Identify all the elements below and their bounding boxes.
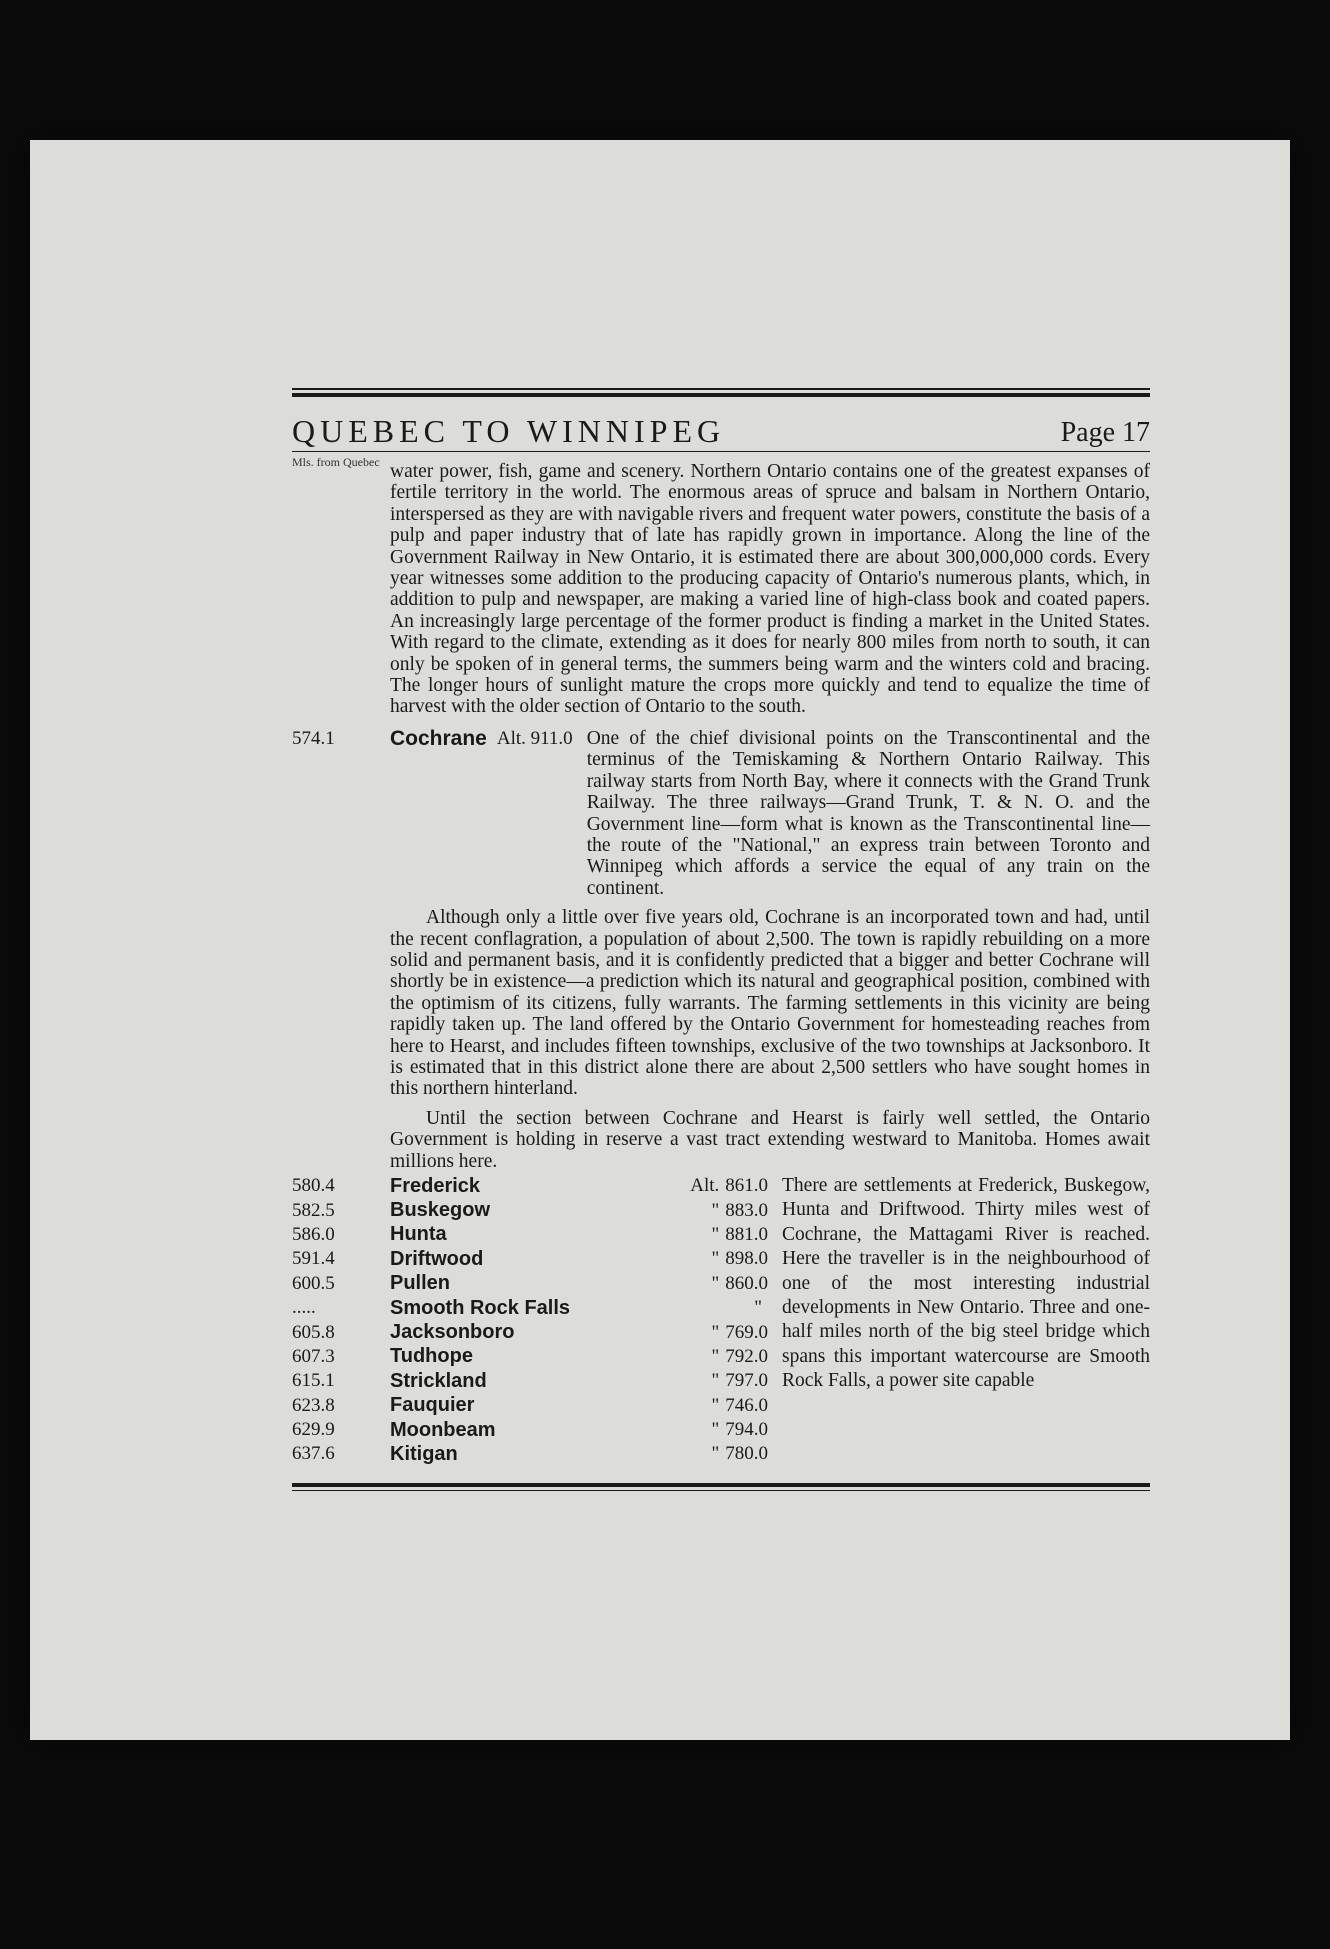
station-altitude bbox=[628, 1370, 782, 1392]
station-altitude bbox=[628, 1248, 782, 1270]
station-name: Fauquier bbox=[390, 1394, 475, 1417]
station-altitude-label: " bbox=[711, 1443, 720, 1465]
document-page bbox=[30, 140, 1290, 1740]
station-miles: 623.8 bbox=[292, 1394, 335, 1416]
station-row bbox=[292, 1247, 782, 1271]
station-altitude bbox=[628, 1346, 782, 1368]
station-altitude-label: " bbox=[711, 1248, 720, 1270]
station-altitude-value: 797.0 bbox=[725, 1370, 768, 1392]
station-altitude-value: 746.0 bbox=[725, 1394, 768, 1416]
footer-rules bbox=[292, 1483, 1150, 1492]
station-miles: 582.5 bbox=[292, 1199, 335, 1221]
cochrane-name: Cochrane bbox=[390, 726, 487, 750]
station-list-section bbox=[292, 1174, 1150, 1467]
station-row bbox=[292, 1345, 782, 1369]
station-altitude-value: 780.0 bbox=[725, 1443, 768, 1465]
stations-description: There are settlements at Frederick, Buskegow, Hunta and Driftwood. Thirty miles west of Cochrane, the Mattagami River is reached. Here the traveller is in the neighbourhood of one of the most interesting industrial developments in New Ontario. Three and one-half miles north of the big steel bridge which spans this important watercourse are Smooth Rock Falls, a power site capable bbox=[782, 1175, 1150, 1392]
station-row bbox=[292, 1394, 782, 1418]
station-altitude-label: " bbox=[711, 1199, 720, 1221]
station-altitude-label: " bbox=[711, 1223, 720, 1245]
station-altitude bbox=[628, 1273, 782, 1295]
station-row bbox=[292, 1272, 782, 1296]
header-rule-thick bbox=[292, 393, 1150, 397]
station-altitude-value: 883.0 bbox=[725, 1199, 768, 1221]
station-name: Jacksonboro bbox=[390, 1321, 515, 1344]
station-miles: ..... bbox=[292, 1297, 316, 1319]
station-altitude-label: " bbox=[711, 1321, 720, 1343]
station-altitude-label: " bbox=[711, 1419, 720, 1441]
miles-column-label: Mls. from Quebec bbox=[292, 455, 380, 469]
station-altitude-value: 769.0 bbox=[725, 1321, 768, 1343]
station-row bbox=[292, 1320, 782, 1344]
station-altitude bbox=[628, 1175, 782, 1197]
cochrane-paragraph-1: One of the chief divisional points on the Transcontinental and the terminus of the Temiskaming & Northern Ontario Railway. This railway starts from North Bay, where it connects with the Grand Trunk Railway. The three railways—Grand Trunk, T. & N. O. and the Government line—form what is known as the Transcontinental line—the route of the "National," an express train between Toronto and Winnipeg which affords a service the equal of any train on the continent. bbox=[586, 727, 1150, 899]
station-altitude-label: " bbox=[711, 1345, 720, 1367]
cochrane-paragraph-2: Although only a little over five years old, Cochrane is an incorporated town and had, until the recent conflagration, a population of about 2,500. The town is rapidly rebuilding on a more solid and permanent basis, and it is confidently predicted that a bigger and better Cochrane will shortly be in existence—a prediction which its natural and geographical position, combined with the optimism of its citizens, fully warrants. The farming settlements in this vicinity are being rapidly taken up. The land offered by the Ontario Government for homesteading reaches from here to Hearst, and includes fifteen townships, exclusive of the two townships at Jacksonboro. It is estimated that in this district alone there are about 2,500 settlers who have sought homes in this northern hinterland. bbox=[390, 907, 1150, 1100]
station-name: Pullen bbox=[390, 1272, 451, 1295]
station-name: Moonbeam bbox=[390, 1418, 496, 1441]
header-rule-bottom bbox=[292, 451, 1150, 453]
station-name: Frederick bbox=[390, 1174, 481, 1197]
station-altitude bbox=[628, 1443, 782, 1465]
station-altitude-label: " bbox=[711, 1394, 720, 1416]
station-altitude-value: 860.0 bbox=[725, 1272, 768, 1294]
footer-rule-thin bbox=[292, 1490, 1150, 1492]
station-miles: 600.5 bbox=[292, 1272, 335, 1294]
station-altitude-value: 794.0 bbox=[725, 1419, 768, 1441]
station-name: Strickland bbox=[390, 1369, 487, 1392]
station-row bbox=[292, 1296, 782, 1320]
cochrane-altitude: Alt. 911.0 bbox=[496, 727, 573, 749]
running-title: QUEBEC TO WINNIPEG bbox=[292, 412, 726, 449]
station-name: Kitigan bbox=[390, 1442, 458, 1465]
station-miles: 605.8 bbox=[292, 1321, 335, 1343]
cochrane-entry bbox=[292, 728, 1150, 1172]
station-altitude-label: " bbox=[754, 1297, 762, 1319]
station-miles: 637.6 bbox=[292, 1443, 335, 1465]
page-number: Page 17 bbox=[1060, 416, 1150, 448]
station-altitude bbox=[628, 1419, 782, 1441]
station-row bbox=[292, 1418, 782, 1442]
station-row bbox=[292, 1369, 782, 1393]
station-row bbox=[292, 1174, 782, 1198]
page-content bbox=[292, 388, 1150, 1491]
intro-paragraph: water power, fish, game and scenery. Northern Ontario contains one of the greatest expanses of fertile territory in the world. The enormous areas of spruce and balsam in Northern Ontario, interspersed as they are with navigable rivers and frequent water powers, constitute the basis of a pulp and paper industry that of late has rapidly grown in importance. Along the line of the Government Railway in New Ontario, it is estimated there are about 300,000,000 cords. Every year witnesses some addition to the producing capacity of Ontario's numerous plants, which, in addition to pulp and newspaper, are making a varied line of high-class book and coated papers. An increasingly large percentage of the former product is finding a market in the United States. With regard to the climate, extending as it does for nearly 800 miles from north to south, it can only be spoken of in general terms, the summers being warm and the winters cold and bracing. The longer hours of sunlight mature the crops more quickly and tend to equalize the time of harvest with the older section of Ontario to the south. bbox=[390, 461, 1150, 718]
footer-rule-thick bbox=[292, 1483, 1150, 1487]
station-altitude-value: 898.0 bbox=[725, 1248, 768, 1270]
station-name: Hunta bbox=[390, 1223, 447, 1246]
station-row bbox=[292, 1223, 782, 1247]
station-altitude-label: Alt. bbox=[690, 1175, 720, 1197]
station-miles: 591.4 bbox=[292, 1248, 335, 1270]
station-altitude bbox=[628, 1395, 782, 1417]
station-miles: 615.1 bbox=[292, 1370, 335, 1392]
station-altitude-label: " bbox=[711, 1370, 720, 1392]
station-altitude bbox=[628, 1322, 782, 1344]
station-row bbox=[292, 1442, 782, 1466]
header-rule-top bbox=[292, 388, 1150, 390]
station-altitude bbox=[628, 1200, 782, 1222]
station-altitude-value: 792.0 bbox=[725, 1345, 768, 1367]
station-name: Smooth Rock Falls bbox=[390, 1296, 571, 1319]
station-altitude-value: 861.0 bbox=[725, 1175, 768, 1197]
station-row bbox=[292, 1198, 782, 1222]
station-miles: 586.0 bbox=[292, 1223, 335, 1245]
cochrane-paragraph-3: Until the section between Cochrane and Hearst is fairly well settled, the Ontario Government is holding in reserve a vast tract extending westward to Manitoba. Homes await millions here. bbox=[390, 1107, 1150, 1172]
station-altitude-label: " bbox=[711, 1272, 720, 1294]
station-altitude bbox=[628, 1297, 782, 1319]
station-name: Driftwood bbox=[390, 1247, 484, 1270]
running-header bbox=[292, 403, 1150, 447]
station-name: Tudhope bbox=[390, 1345, 473, 1368]
station-altitude-value: 881.0 bbox=[725, 1223, 768, 1245]
station-miles: 580.4 bbox=[292, 1175, 335, 1197]
station-miles: 607.3 bbox=[292, 1345, 335, 1367]
station-altitude bbox=[628, 1224, 782, 1246]
cochrane-miles: 574.1 bbox=[292, 727, 335, 749]
station-miles: 629.9 bbox=[292, 1419, 335, 1441]
station-table bbox=[292, 1174, 782, 1467]
station-name: Buskegow bbox=[390, 1199, 491, 1222]
